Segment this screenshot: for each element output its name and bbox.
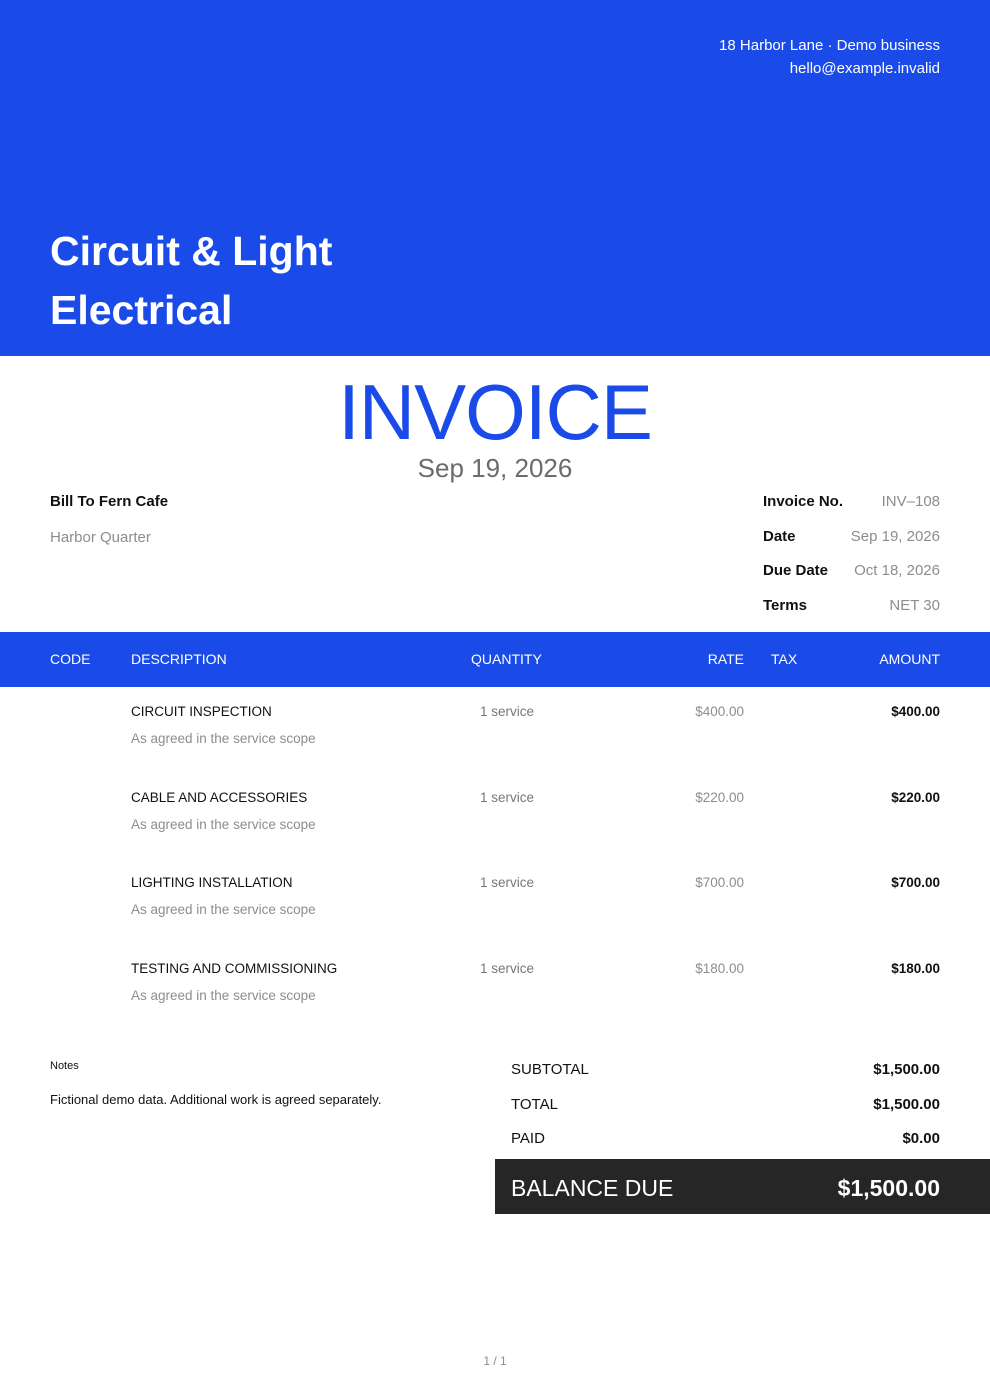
totals-label: TOTAL [511,1095,558,1113]
totals-row-total [511,1096,940,1131]
table-row [0,961,990,1041]
contact-block [719,34,940,80]
item-description: As agreed in the service scope [131,817,316,832]
column-header-quantity: QUANTITY [471,651,542,667]
meta-value: NET 30 [889,596,940,614]
notes-label: Notes [50,1060,79,1072]
totals-value: $0.00 [902,1130,940,1147]
column-header-rate: RATE [707,651,744,667]
item-amount: $220.00 [891,790,940,805]
meta-value: INV–108 [881,493,940,510]
totals-value: $1,500.00 [873,1061,940,1078]
item-description: As agreed in the service scope [131,731,316,746]
item-name: CABLE AND ACCESSORIES [131,790,308,805]
column-header-amount: AMOUNT [879,651,940,667]
meta-label: Invoice No. [763,493,844,510]
item-name: LIGHTING INSTALLATION [131,875,293,890]
item-quantity: 1 service [480,704,535,719]
meta-row-invoice-no [763,493,940,528]
item-name: CIRCUIT INSPECTION [131,704,272,719]
item-amount: $180.00 [891,961,940,976]
totals-row-subtotal [511,1061,940,1096]
contact-email: hello@example.invalid [789,60,940,77]
item-description: As agreed in the service scope [131,902,316,917]
totals-block [511,1061,940,1165]
column-header-description: DESCRIPTION [131,651,227,667]
meta-row-date [763,528,940,563]
items-table-header [0,632,990,687]
item-quantity: 1 service [480,961,535,976]
meta-value: Oct 18, 2026 [854,562,940,579]
item-amount: $700.00 [891,875,940,890]
item-rate: $220.00 [695,790,744,805]
invoice-title: INVOICE [338,368,652,456]
totals-label: PAID [511,1130,545,1147]
bill-to-address: Harbor Quarter [50,529,151,546]
totals-value: $1,500.00 [873,1095,940,1113]
meta-value: Sep 19, 2026 [850,527,940,545]
balance-due-label: BALANCE DUE [511,1175,674,1201]
item-quantity: 1 service [480,875,535,890]
balance-due-value: $1,500.00 [837,1175,940,1201]
invoice-issue-date: Sep 19, 2026 [417,453,573,483]
invoice-meta [763,493,940,631]
meta-row-due-date [763,562,940,597]
table-row [0,790,990,870]
bill-to-label: Bill To Fern Cafe [50,493,169,510]
item-quantity: 1 service [480,790,535,805]
page-number: 1 / 1 [483,1354,507,1368]
invoice-header [0,0,990,356]
item-rate: $700.00 [695,875,744,890]
meta-label: Due Date [763,562,829,579]
item-name: TESTING AND COMMISSIONING [131,961,338,976]
notes-text: Fictional demo data. Additional work is agreed separately. [50,1092,382,1107]
table-row [0,875,990,955]
item-rate: $180.00 [695,961,744,976]
balance-due-bar [495,1159,990,1214]
meta-row-terms [763,597,940,632]
table-row [0,704,990,784]
contact-address: 18 Harbor Lane · Demo business [719,37,940,54]
meta-label: Terms [763,596,807,614]
column-header-code: CODE [50,651,91,667]
totals-label: SUBTOTAL [511,1061,589,1078]
item-rate: $400.00 [695,704,744,719]
item-amount: $400.00 [891,704,940,719]
company-name: Circuit & Light Electrical [50,228,333,333]
item-description: As agreed in the service scope [131,988,316,1003]
meta-label: Date [763,527,796,545]
column-header-tax: TAX [771,651,798,667]
